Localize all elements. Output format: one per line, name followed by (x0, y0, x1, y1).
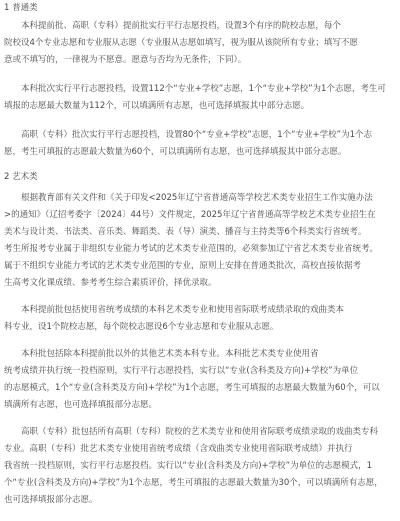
text-line: 考生所报考专业属于非组织专业能力考试的艺术类专业范围的，必须参加辽宁省艺术类专业省统考。 (4, 244, 379, 254)
text-line: 本科批次实行平行志愿投档，设置112个“专业+学校”志愿，1个“专业+学校”为1个志愿，考生可 (21, 84, 386, 94)
text-line: 的志愿模式，1个“专业(含科类及方向)+学校”为1个志愿，考生可填报的志愿最大数量为60个，可以 (4, 383, 380, 393)
text-line: 本科提前批包括使用省统考成绩的本科艺术类专业和使用省际联考成绩录取的戏曲类本 (21, 305, 345, 315)
section-art (4, 171, 394, 509)
paragraph (4, 424, 394, 509)
text-line: 美术与设计类、书法类、音乐类、舞蹈类、表（导）演类、播音与主持类等6个科类实行省统考。 (4, 227, 367, 237)
section-heading-art: 2 艺术类 (4, 172, 38, 182)
text-line: 本科批包括除本科提前批以外的其他艺术类本科专业。本科批艺术类专业使用省 (21, 349, 319, 359)
text-line: 我省统一投档原则，实行平行志愿投档。实行以“专业(含科类及方向)+学校”为单位的志愿模式，1 (4, 461, 372, 471)
text-line: 根据教育部有关文件和《关于印发<2025年辽宁省普通高等学校艺术类专业招生工作实施办法 (21, 193, 373, 203)
text-line: 高职（专科）批包括所有高职（专科）院校的艺术类专业和使用省际联考成绩录取的戏曲类专科 (21, 427, 379, 437)
text-line: 本科提前批、高职（专科）提前批实行平行志愿投档，设置3个有序的院校志愿，每个 (21, 21, 341, 31)
text-line: 填满所有志愿，也可选择填报部分志愿。 (4, 400, 158, 410)
paragraph (4, 127, 394, 161)
text-line: 愿，考生可填报的志愿最大数量为60个，可以填满所有志愿，也可选择填报其中部分志愿。 (4, 147, 347, 157)
text-line: 填报的志愿最大数量为112个，可以填满所有志愿，也可选择填报其中部分志愿。 (4, 101, 310, 111)
text-line: 专业。高职（专科）批艺术类专业使用省统考成绩（含戏曲类专业使用省际联考成绩）并执行 (4, 444, 353, 454)
paragraph (4, 81, 394, 115)
paragraph (4, 18, 394, 69)
section-heading-general: 1 普通类 (4, 3, 38, 13)
text-line: 也可选择填报部分志愿。 (4, 495, 98, 505)
text-line: 个“专业(含科类及方向)+学校”为1个志愿，考生可填报的志愿最大数量为30个，可以填满所有志愿， (4, 478, 383, 488)
text-line: 生高考文化课成绩、参考考生综合素质评价，择优录取。 (4, 278, 217, 288)
text-line: >的通知》（辽招考委字〔2024〕44号）文件规定，2025年辽宁省普通高等学校艺术类专业招生在 (4, 210, 376, 220)
text-line: 院校设4个专业志愿和专业服从志愿（专业服从志愿如填写，视为服从该院所有专业；填写不愿 (4, 38, 358, 48)
text-line: 统考成绩并执行统一投档原则，实行平行志愿投档，实行以“专业(含科类及方向)+学校”为单位 (4, 366, 359, 376)
text-line: 高职（专科）批次实行平行志愿投档，设置80个“专业+学校”志愿，1个“专业+学校”为1个志 (21, 130, 372, 140)
paragraph (4, 302, 394, 336)
paragraph (4, 190, 394, 292)
text-line: 属于不组织专业能力考试的艺术类专业范围的专业，原则上安排在普通类批次，高校直接依据考 (4, 261, 362, 271)
section-general (4, 0, 394, 161)
paragraph (4, 346, 394, 414)
text-line: 意或不填写的，一律视为不愿意。愿意与否均为无条件，下同）。 (4, 55, 247, 65)
text-line: 科专业，设1个院校志愿，每个院校志愿设6个专业志愿和专业服从志愿。 (4, 322, 279, 332)
